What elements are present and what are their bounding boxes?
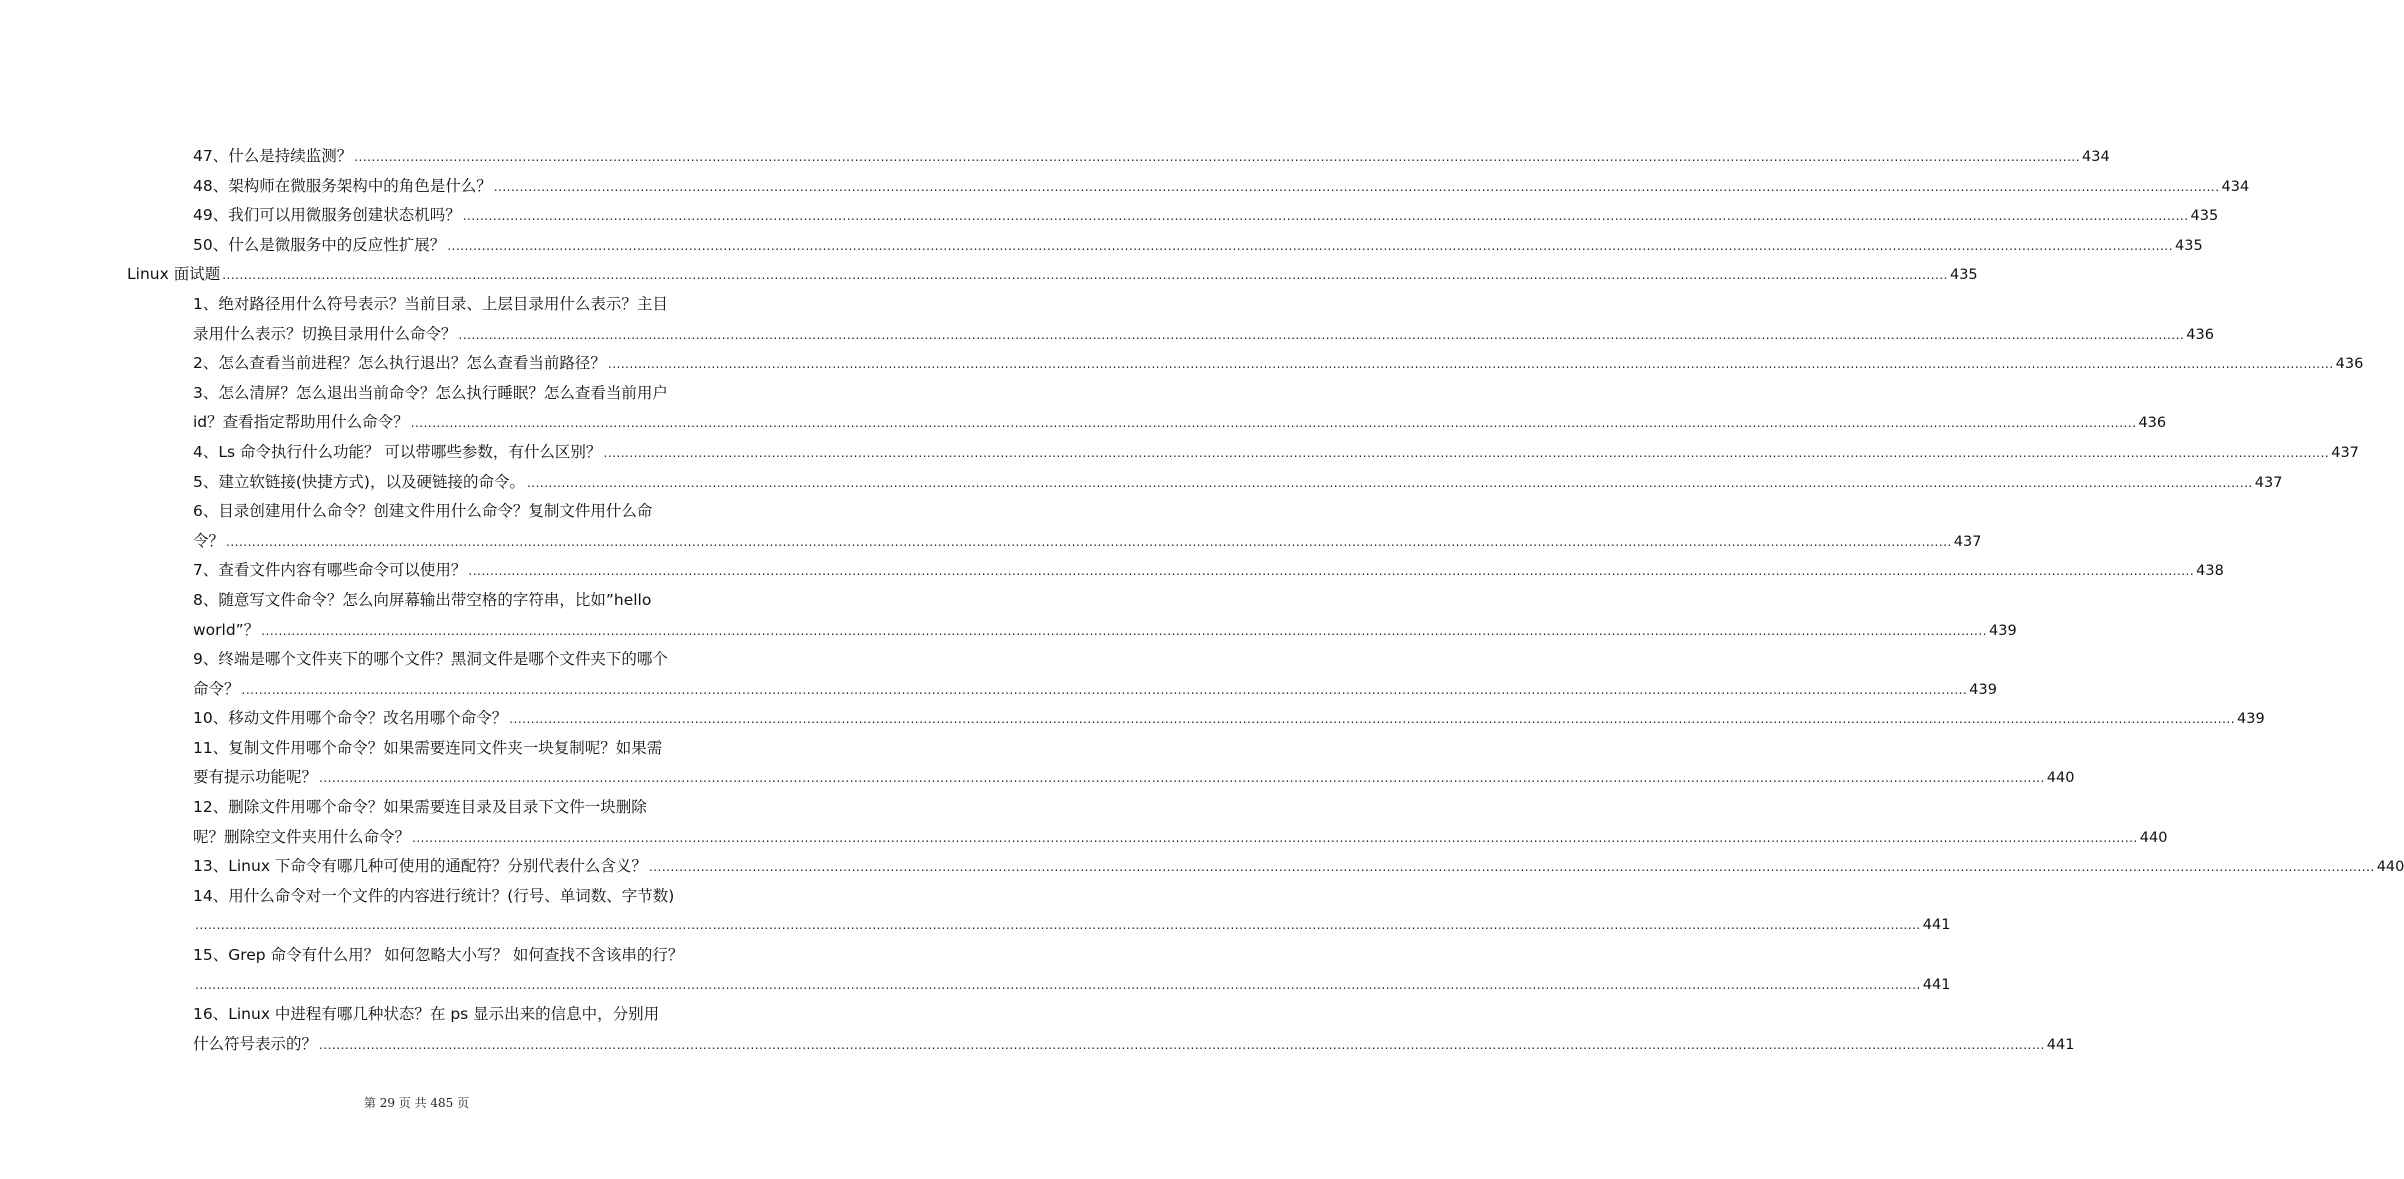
toc-page-number: 435	[2190, 208, 2219, 225]
toc-entry-title: 命令？	[193, 679, 240, 698]
toc-entry-title: id？查看指定帮助用什么命令？	[193, 413, 409, 432]
toc-entry-title: 11、复制文件用哪个命令？如果需要连同文件夹一块复制呢？如果需	[193, 738, 663, 757]
toc-page-number: 441	[2046, 1036, 2075, 1053]
toc-leader-dots: ................................................................................................................................................................................................................................................................................................................................................................................................................	[241, 682, 1968, 697]
toc-entry[interactable]	[193, 468, 2283, 498]
toc-entry-title: world”？	[193, 620, 260, 639]
toc-entry-title: 4、Ls 命令执行什么功能？ 可以带哪些参数，有什么区别？	[193, 442, 602, 461]
toc-page-number: 440	[2376, 859, 2404, 876]
toc-entry[interactable]	[193, 645, 1997, 704]
toc-entry-title: Linux 面试题	[127, 265, 221, 284]
toc-entry-title: 16、Linux 中进程有哪几种状态？在 ps 显示出来的信息中，分别用	[193, 1005, 660, 1024]
toc-entry[interactable]	[193, 941, 1951, 1000]
toc-entry-title: 10、移动文件用哪个命令？改名用哪个命令？	[193, 709, 508, 728]
toc-entry-title: 49、我们可以用微服务创建状态机吗？	[193, 206, 461, 225]
toc-entry[interactable]	[193, 882, 1951, 941]
toc-page-number: 436	[2138, 415, 2167, 432]
toc-entry-title: 3、怎么清屏？怎么退出当前命令？怎么执行睡眠？怎么查看当前用户	[193, 383, 668, 402]
toc-leader-dots: ................................................................................................................................................................................................................................................................................................................................................................................................................	[195, 977, 1921, 992]
toc-entry-title: 什么符号表示的？	[193, 1034, 318, 1053]
toc-entry[interactable]	[193, 201, 2219, 231]
toc-entry[interactable]	[193, 852, 2404, 882]
toc-entry[interactable]	[193, 142, 2110, 172]
toc-entry[interactable]	[193, 349, 2364, 379]
toc-leader-dots: ................................................................................................................................................................................................................................................................................................................................................................................................................	[493, 179, 2220, 194]
toc-page-number: 435	[1949, 267, 1978, 284]
toc-page-number: 436	[2335, 356, 2364, 373]
toc-entry-title: 7、查看文件内容有哪些命令可以使用？	[193, 561, 467, 580]
toc-entry[interactable]	[193, 379, 2167, 438]
toc-entry[interactable]	[193, 793, 2168, 852]
toc-page-number: 440	[2139, 829, 2168, 846]
toc-entry-title: 1、绝对路径用什么符号表示？当前目录、上层目录用什么表示？主目	[193, 294, 668, 313]
toc-entry-title: 14、用什么命令对一个文件的内容进行统计？(行号、单词数、字节数)	[193, 886, 675, 905]
toc-entry-title: 录用什么表示？切换目录用什么命令？	[193, 324, 457, 343]
toc-entry-title: 令？	[193, 531, 225, 550]
toc-entry-title: 15、Grep 命令有什么用？ 如何忽略大小写？ 如何查找不含该串的行？	[193, 946, 684, 965]
toc-entry[interactable]	[193, 1000, 2075, 1059]
toc-page-number: 441	[1922, 976, 1951, 993]
toc-page-number: 438	[2196, 563, 2224, 580]
toc-leader-dots: ................................................................................................................................................................................................................................................................................................................................................................................................................	[226, 534, 1952, 549]
toc-entry[interactable]	[193, 438, 2359, 468]
toc-entry[interactable]	[193, 290, 2214, 349]
toc-page-number: 439	[1989, 622, 2017, 639]
toc-leader-dots: ................................................................................................................................................................................................................................................................................................................................................................................................................	[319, 1037, 2045, 1052]
toc-leader-dots: ................................................................................................................................................................................................................................................................................................................................................................................................................	[447, 238, 2174, 253]
table-of-contents	[0, 142, 2404, 1059]
toc-page-number: 434	[2221, 178, 2250, 195]
toc-entry[interactable]	[193, 556, 2224, 586]
toc-entry[interactable]	[193, 497, 1982, 556]
toc-entry[interactable]	[193, 704, 2265, 734]
toc-entry[interactable]	[193, 231, 2203, 261]
toc-leader-dots: ................................................................................................................................................................................................................................................................................................................................................................................................................	[607, 357, 2334, 372]
toc-leader-dots: ................................................................................................................................................................................................................................................................................................................................................................................................................	[509, 712, 2236, 727]
toc-page-number: 436	[2186, 326, 2214, 343]
toc-entry-title: 5、建立软链接(快捷方式)，以及硬链接的命令。	[193, 472, 525, 491]
toc-entry-title: 9、终端是哪个文件夹下的哪个文件？黑洞文件是哪个文件夹下的哪个	[193, 650, 668, 669]
toc-leader-dots: ................................................................................................................................................................................................................................................................................................................................................................................................................	[526, 475, 2253, 490]
toc-entry-title: 2、怎么查看当前进程？怎么执行退出？怎么查看当前路径？	[193, 354, 606, 373]
toc-page-number: 440	[2046, 770, 2075, 787]
toc-leader-dots: ................................................................................................................................................................................................................................................................................................................................................................................................................	[468, 564, 2195, 579]
toc-leader-dots: ................................................................................................................................................................................................................................................................................................................................................................................................................	[648, 860, 2375, 875]
toc-entry-title: 8、随意写文件命令？怎么向屏幕输出带空格的字符串，比如”hello	[193, 590, 652, 609]
toc-entry[interactable]	[193, 586, 2017, 645]
toc-entry-title: 呢？删除空文件夹用什么命令？	[193, 827, 411, 846]
toc-entry-title: 要有提示功能呢？	[193, 768, 318, 787]
toc-leader-dots: ................................................................................................................................................................................................................................................................................................................................................................................................................	[412, 830, 2138, 845]
toc-page-number: 439	[1969, 681, 1997, 698]
toc-entry-title: 50、什么是微服务中的反应性扩展？	[193, 235, 446, 254]
toc-entry-title: 6、目录创建用什么命令？创建文件用什么命令？复制文件用什么命	[193, 502, 653, 521]
toc-page-number: 435	[2175, 237, 2203, 254]
toc-page-number: 437	[1953, 533, 1982, 550]
toc-leader-dots: ................................................................................................................................................................................................................................................................................................................................................................................................................	[319, 771, 2045, 786]
toc-page-number: 439	[2237, 711, 2265, 728]
toc-page-number: 437	[2331, 444, 2359, 461]
toc-leader-dots: ................................................................................................................................................................................................................................................................................................................................................................................................................	[354, 150, 2081, 164]
toc-page-number: 434	[2082, 149, 2110, 165]
toc-leader-dots: ................................................................................................................................................................................................................................................................................................................................................................................................................	[462, 209, 2189, 224]
page-footer: 第 29 页 共 485 页	[363, 1096, 470, 1110]
toc-entry[interactable]	[193, 734, 2075, 793]
toc-leader-dots: ................................................................................................................................................................................................................................................................................................................................................................................................................	[603, 445, 2330, 460]
toc-entry[interactable]	[193, 172, 2250, 202]
toc-section[interactable]	[127, 260, 1978, 290]
toc-page-number: 441	[1922, 917, 1951, 934]
toc-leader-dots: ................................................................................................................................................................................................................................................................................................................................................................................................................	[195, 918, 1921, 933]
toc-page-number: 437	[2254, 474, 2283, 491]
toc-entry-title: 48、架构师在微服务架构中的角色是什么？	[193, 176, 492, 195]
toc-entry-title: 12、删除文件用哪个命令？如果需要连目录及目录下文件一块删除	[193, 798, 647, 817]
toc-entry-title: 13、Linux 下命令有哪几种可使用的通配符？分别代表什么含义？	[193, 857, 647, 876]
toc-leader-dots: ................................................................................................................................................................................................................................................................................................................................................................................................................	[261, 623, 1987, 638]
toc-leader-dots: ................................................................................................................................................................................................................................................................................................................................................................................................................	[458, 327, 2185, 342]
toc-leader-dots: ................................................................................................................................................................................................................................................................................................................................................................................................................	[222, 268, 1948, 283]
toc-leader-dots: ................................................................................................................................................................................................................................................................................................................................................................................................................	[410, 416, 2137, 431]
toc-entry-title: 47、什么是持续监测？	[193, 147, 353, 165]
